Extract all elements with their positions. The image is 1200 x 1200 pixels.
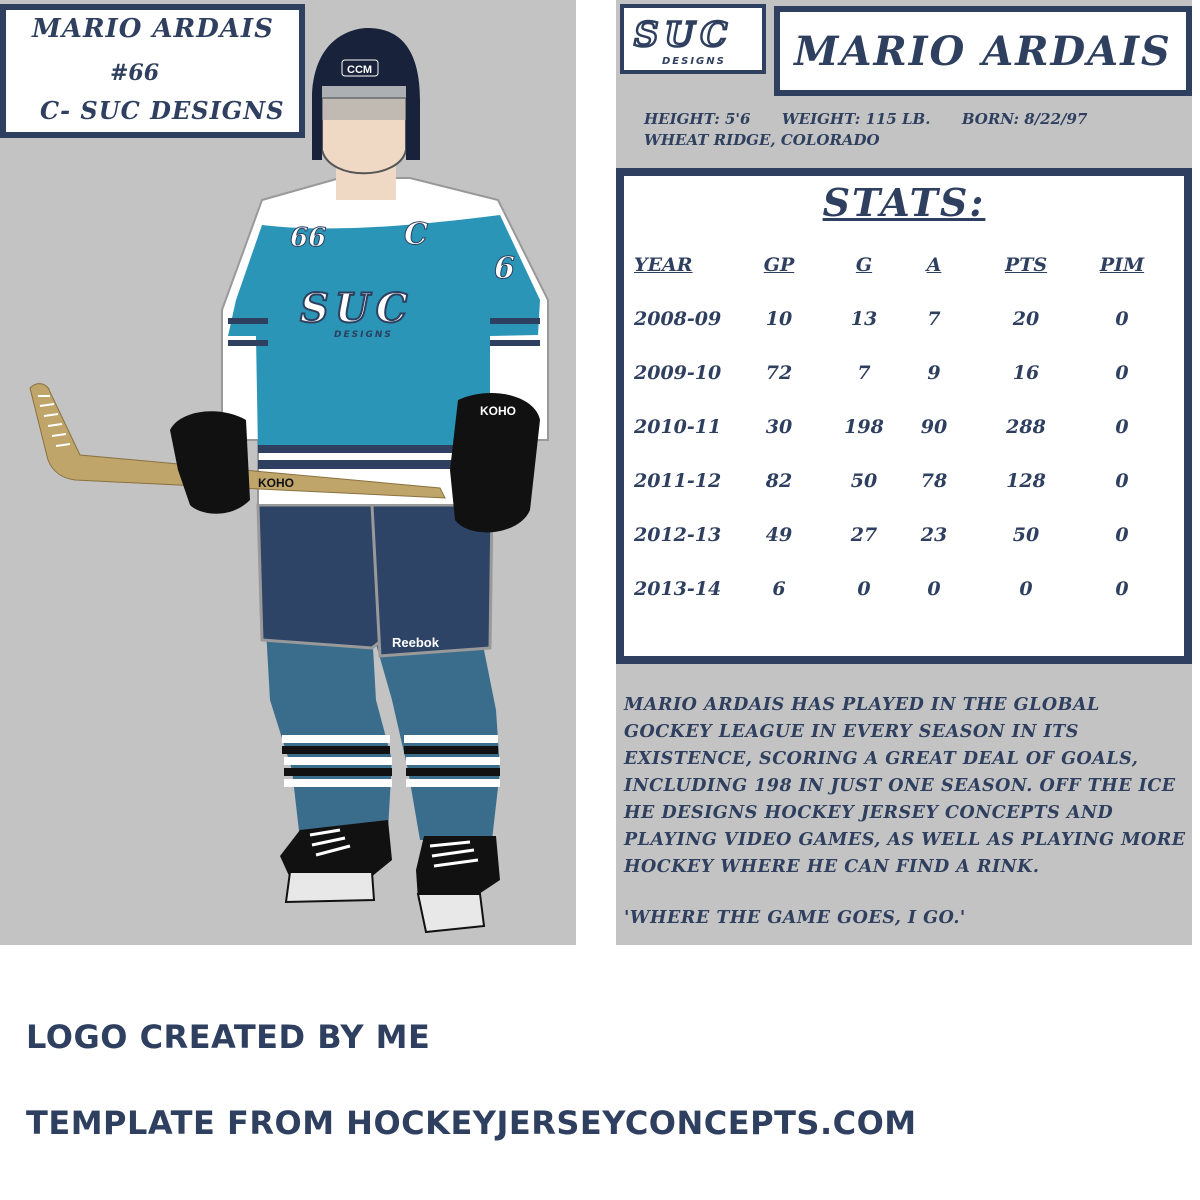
stats-cell-pts: 0 <box>1019 578 1033 600</box>
stats-cell-pim: 0 <box>1115 470 1129 492</box>
stats-header-pts: PTS <box>1004 254 1048 276</box>
sleeve-number: 6 <box>494 251 515 286</box>
stats-cell-year: 2011-12 <box>634 470 722 492</box>
logo-subtitle: DESIGNS <box>662 56 726 67</box>
player-title-box <box>774 6 1192 96</box>
stats-cell-pim: 0 <box>1115 308 1129 330</box>
captain-patch: C <box>404 217 428 252</box>
stats-cell-pim: 0 <box>1115 416 1129 438</box>
description-line: MARIO ARDAIS HAS PLAYED IN THE GLOBAL <box>624 695 1100 715</box>
stats-header-g: G <box>855 254 873 276</box>
bio-weight: WEIGHT: 115 LB. <box>781 110 931 128</box>
stats-cell-a: 7 <box>927 308 941 330</box>
card-player-number: #66 <box>110 60 160 86</box>
stats-cell-a: 9 <box>927 362 941 384</box>
stats-cell-year: 2013-14 <box>634 578 722 600</box>
stats-cell-pim: 0 <box>1115 578 1129 600</box>
left-skate <box>280 820 392 902</box>
card-player-name: MARIO ARDAIS <box>32 14 274 44</box>
jersey-crest-logo: SUC <box>300 285 414 332</box>
stats-cell-g: 7 <box>857 362 871 384</box>
glove-brand-label: KOHO <box>480 404 516 418</box>
description-line: HE DESIGNS HOCKEY JERSEY CONCEPTS AND <box>624 803 1114 823</box>
player-panel <box>0 0 576 945</box>
bio-measurements <box>644 110 1087 128</box>
bio-hometown: WHEAT RIDGE, COLORADO <box>644 131 880 149</box>
stats-cell-a: 90 <box>920 416 948 438</box>
stats-cell-g: 0 <box>857 578 871 600</box>
stats-cell-a: 23 <box>920 524 948 546</box>
stats-cell-pts: 20 <box>1012 308 1040 330</box>
stats-cell-year: 2012-13 <box>634 524 722 546</box>
right-skate <box>416 836 500 932</box>
stats-cell-gp: 10 <box>765 308 793 330</box>
stats-cell-pts: 16 <box>1012 362 1040 384</box>
player-illustration <box>0 0 576 945</box>
description-line: HOCKEY WHERE HE CAN FIND A RINK. <box>624 857 1040 877</box>
player-quote: 'WHERE THE GAME GOES, I GO.' <box>624 908 966 928</box>
suc-designs-logo <box>620 4 766 74</box>
logo-wordmark: SUC <box>634 15 734 55</box>
description-line: INCLUDING 198 IN JUST ONE SEASON. OFF THE ICE <box>624 776 1176 796</box>
stats-cell-pts: 50 <box>1012 524 1040 546</box>
stats-cell-pts: 288 <box>1006 416 1046 438</box>
stats-title: STATS: <box>822 180 986 225</box>
left-glove <box>170 411 250 513</box>
stats-cell-g: 198 <box>844 416 884 438</box>
bio-height: HEIGHT: 5'6 <box>644 110 751 128</box>
stats-header-pim: PIM <box>1099 254 1145 276</box>
stats-cell-a: 0 <box>927 578 941 600</box>
player-title: MARIO ARDAIS <box>794 27 1172 75</box>
sock-stripes <box>282 735 500 787</box>
stats-cell-gp: 30 <box>765 416 793 438</box>
info-panel <box>616 0 1192 945</box>
card-captain-label: C- SUC DESIGNS <box>40 96 285 125</box>
player-description <box>624 692 1189 881</box>
credit-template: TEMPLATE FROM HOCKEYJERSEYCONCEPTS.COM <box>26 1104 917 1142</box>
description-line: GOCKEY LEAGUE IN EVERY SEASON IN ITS <box>624 722 1079 742</box>
stats-cell-g: 50 <box>850 470 878 492</box>
stats-cell-gp: 49 <box>765 524 793 546</box>
bio-born: BORN: 8/22/97 <box>961 110 1088 128</box>
stats-cell-gp: 6 <box>772 578 786 600</box>
jersey-front-number: 66 <box>290 223 327 253</box>
stats-header-year: YEAR <box>634 254 693 276</box>
stats-cell-pim: 0 <box>1115 362 1129 384</box>
stats-table <box>616 168 1192 664</box>
description-line: PLAYING VIDEO GAMES, AS WELL AS PLAYING MORE <box>624 830 1186 850</box>
stats-cell-g: 13 <box>850 308 878 330</box>
helmet-brand-label: CCM <box>347 64 373 76</box>
pants-left <box>258 505 382 648</box>
stats-cell-pts: 128 <box>1006 470 1046 492</box>
stats-cell-gp: 82 <box>765 470 793 492</box>
stats-header-a: A <box>926 254 942 276</box>
pants-brand-label: Reebok <box>392 635 439 650</box>
stats-cell-a: 78 <box>920 470 948 492</box>
stats-cell-year: 2009-10 <box>634 362 722 384</box>
visor <box>312 84 416 120</box>
jersey-crest-subtitle: DESIGNS <box>334 330 393 340</box>
stats-header-gp: GP <box>763 254 795 276</box>
stats-cell-year: 2008-09 <box>634 308 722 330</box>
suc-logo-graphic <box>624 8 762 70</box>
credit-logo: LOGO CREATED BY ME <box>26 1018 431 1056</box>
stats-cell-g: 27 <box>850 524 878 546</box>
description-line: EXISTENCE, SCORING A GREAT DEAL OF GOALS, <box>624 749 1139 769</box>
stats-cell-pim: 0 <box>1115 524 1129 546</box>
stats-cell-gp: 72 <box>765 362 793 384</box>
stick-brand-label: KOHO <box>258 476 294 490</box>
stats-cell-year: 2010-11 <box>634 416 722 438</box>
